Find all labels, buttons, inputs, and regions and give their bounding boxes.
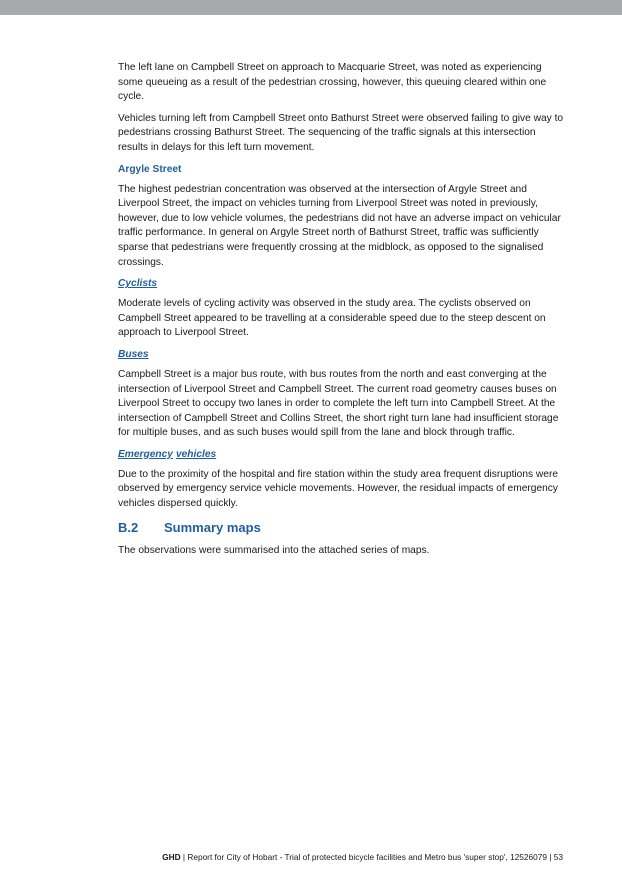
section-number: B.2: [118, 519, 139, 535]
heading-buses[interactable]: Buses: [118, 348, 149, 360]
heading-cyclists[interactable]: Cyclists: [118, 278, 158, 290]
paragraph-cyclists: Moderate levels of cycling activity was observed in the study area. The cyclists observed on Campbell Street appeared to be travelling at a considerable speed due to the steep descent on approach to Liverpool Street.: [118, 298, 546, 339]
paragraph-bathurst-left-turn: Vehicles turning left from Campbell Street onto Bathurst Street were observed failing to give way to pedestrians crossing Bathurst Street. The sequencing of the traffic signals at this intersection results in delays for this left turn movement.: [118, 112, 564, 153]
paragraph-argyle-street: The highest pedestrian concentration was observed at the intersection of Argyle Street and Liverpool Street, the impact on vehicles turning from Liverpool Street was noted in previously, however, due to low vehicle volumes, the pedestrians did not have an adverse impact on vehicular traffic performance. In general on Argyle Street north of Bathurst Street, traffic was sufficiently sparse that pedestrians were frequently crossing at the midblock, as opposed to the signalised crossings.: [118, 183, 561, 268]
heading-emergency-vehicles[interactable]: [118, 448, 565, 462]
heading-emergency-word: Emergency: [118, 448, 173, 460]
section-heading-summary-maps: [118, 520, 565, 536]
paragraph-campbell-left-lane: The left lane on Campbell Street on approach to Macquarie Street, was noted as experiencing some queueing as a result of the pedestrian crossing, however, this queuing cleared within one cycle.: [118, 62, 547, 103]
paragraph-summary-maps: The observations were summarised into the attached series of maps.: [118, 544, 430, 556]
document-body: [118, 61, 565, 565]
paragraph-buses: Campbell Street is a major bus route, with bus routes from the north and east converging at the intersection of Liverpool Street and Campbell Street. The current road geometry causes buses on Liverpool Street to occupy two lanes in order to complete the left turn into Campbell Street. At the intersection of Campbell Street and Collins Street, the short right turn lane had insufficient storage for multiple buses, and as such buses would spill from the lane and block through traffic.: [118, 368, 559, 439]
footer-text: | Report for City of Hobart - Trial of protected bicycle facilities and Metro bus 'super stop', 12526079 | 53: [180, 852, 563, 862]
paragraph-emergency-vehicles: Due to the proximity of the hospital and fire station within the study area frequent disruptions were observed by emergency service vehicle movements. However, the residual impacts of emergency vehicles dispersed quickly.: [118, 468, 559, 510]
page-top-bar: [0, 0, 622, 15]
footer-company: GHD: [162, 852, 181, 862]
page-footer: [162, 852, 563, 862]
section-title: Summary maps: [164, 519, 261, 535]
heading-vehicles-word: vehicles: [175, 448, 217, 460]
heading-argyle-street: Argyle Street: [118, 163, 182, 175]
